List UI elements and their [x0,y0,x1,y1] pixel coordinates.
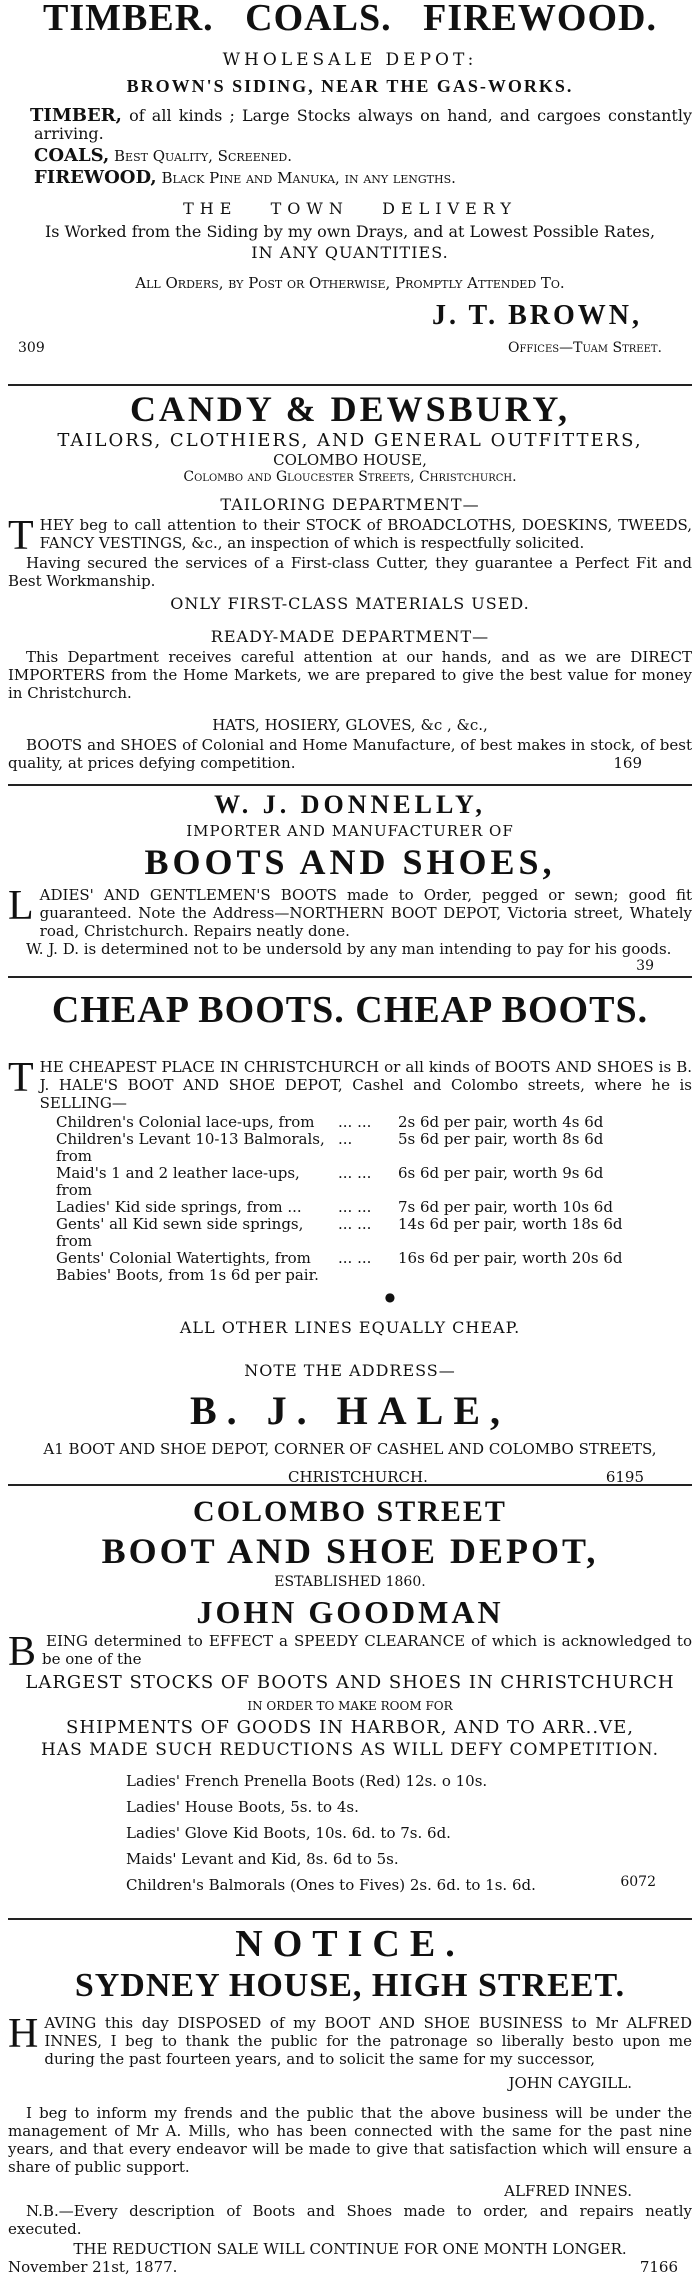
notice-nb: N.B.—Every description of Boots and Shoes made to order, and repairs neatly executed. [8,2202,692,2238]
hale-name: B. J. HALE, [189,1388,511,1433]
goodman-street: COLOMBO STREET [193,1495,507,1528]
hale-item-name: Ladies' Kid side springs, from ... [56,1198,302,1216]
brown-timber-text: of all kinds ; Large Stocks always on hand, and cargoes constantly arriving. [34,106,692,143]
hale-item-price [398,1267,692,1284]
notice-text: AVING this day DISPOSED of my BOOT AND SHOE BUSINESS to Mr ALFRED INNES, I beg to thank the public for the patronage so liberally besto upon me during the past fourteen years, and to solicit the same for my successor, [44,2014,692,2068]
hale-item-price: 2s 6d per pair, worth 4s 6d [398,1113,604,1131]
hale-item-dots: ... ... [338,1113,372,1131]
hale-item-price: 14s 6d per pair, worth 18s 6d [398,1215,623,1233]
brown-name: J. T. BROWN, [432,300,642,331]
candy-hats: HATS, HOSIERY, GLOVES, &c , &c., [212,716,488,734]
brown-coals-label: COALS, [34,145,110,166]
hale-item-dots: ... [338,1130,353,1148]
candy-ready-head: READY-MADE DEPARTMENT— [210,627,490,646]
candy-tailoring-head: TAILORING DEPARTMENT— [220,495,480,514]
brown-timber [8,107,692,143]
hale-item-price: 7s 6d per pair, worth 10s 6d [398,1198,613,1216]
hale-price-row [8,1216,692,1250]
brown-firewood-label: FIREWOOD, [34,167,157,188]
hale-price-row [8,1250,692,1267]
hale-item-name: Maid's 1 and 2 leather lace-ups, from [56,1164,300,1199]
goodman-advert [0,1490,700,1916]
goodman-price-row: Ladies' Glove Kid Boots, 10s. 6d. to 7s. 6d. [126,1824,451,1842]
donnelly-body [8,883,692,940]
hale-item-dots: ... ... [338,1164,372,1182]
hale-advert [0,982,700,1486]
brown-siding: BROWN'S SIDING, NEAR THE GAS-WORKS. [126,76,574,96]
candy-only: ONLY FIRST-CLASS MATERIALS USED. [170,594,530,613]
donnelly-body2: W. J. D. is determined not to be undersold by any man intending to pay for his goods. [26,940,672,958]
divider [8,784,692,786]
candy-address: Colombo and Gloucester Streets, Christchurch. [183,469,517,485]
goodman-dropcap: B [8,1629,37,1675]
goodman-title: BOOT AND SHOE DEPOT, [101,1531,599,1571]
brown-advert [0,0,700,380]
candy-dropcap: T [8,513,34,559]
notice-number: 7166 [639,2258,678,2276]
candy-house: COLOMBO HOUSE, [273,451,427,469]
notice-house: SYDNEY HOUSE, HIGH STREET. [74,1967,626,2004]
brown-drays: Is Worked from the Siding by my own Drays, and at Lowest Possible Rates, [44,222,656,241]
notice-advert [0,1922,700,2276]
hale-price-list [8,1114,692,1284]
hale-item-name: Gents' Colonial Watertights, from [56,1249,311,1267]
hale-item-dots: ... ... [338,1249,372,1267]
brown-coals-text: Best Quality, Screened. [109,147,292,165]
brown-orders: All Orders, by Post or Otherwise, Promptly Attended To. [135,274,565,292]
hale-item-name: Children's Colonial lace-ups, from [56,1113,315,1131]
hale-item-dots: ... ... [338,1215,372,1233]
hale-intro [8,1055,692,1112]
candy-tailoring [8,513,692,559]
hale-price-row [8,1267,692,1284]
hale-item-price: 16s 6d per pair, worth 20s 6d [398,1249,623,1267]
notice-inform: I beg to inform my frends and the public that the above business will be under the management of Mr A. Mills, who has been connected with the same for the past nine years, and that every endeavor will be made to give that satisfaction which will ensure a share of public support. [8,2104,692,2176]
divider [8,1484,692,1486]
hale-note: NOTE THE ADDRESS— [244,1361,456,1380]
hale-price-row [8,1114,692,1131]
brown-timber-label: TIMBER, [30,105,122,126]
candy-advert [0,390,700,782]
brown-delivery: THE TOWN DELIVERY [183,199,517,218]
candy-cutter: Having secured the services of a First-class Cutter, they guarantee a Perfect Fit and Best Workmanship. [8,554,692,590]
notice-date: November 21st, 1877. [8,2258,178,2276]
hale-price-row [8,1199,692,1216]
brown-number: 309 [18,340,45,356]
hale-item-dots: ... ... [338,1198,372,1216]
notice-title: NOTICE. [235,1923,465,1965]
candy-boots [8,736,692,772]
notice-sale: THE REDUCTION SALE WILL CONTINUE FOR ONE MONTH LONGER. [73,2240,627,2258]
hale-item-price: 5s 6d per pair, worth 8s 6d [398,1130,604,1148]
goodman-established: ESTABLISHED 1860. [274,1574,426,1590]
donnelly-title: BOOTS AND SHOES, [144,842,556,882]
donnelly-advert [0,790,700,974]
brown-firewood [8,169,692,187]
hale-headline: CHEAP BOOTS. CHEAP BOOTS. [51,989,649,1031]
donnelly-importer: IMPORTER AND MANUFACTURER OF [186,822,514,840]
goodman-shipments: SHIPMENTS OF GOODS IN HARBOR, AND TO ARR..VE, [66,1717,634,1738]
goodman-largest: LARGEST STOCKS OF BOOTS AND SHOES IN CHRISTCHURCH [25,1672,675,1693]
goodman-price-row: Children's Balmorals (Ones to Fives) 2s. 6d. to 1s. 6d. [126,1876,536,1894]
goodman-name: JOHN GOODMAN [196,1594,504,1630]
goodman-reductions: HAS MADE SUCH REDUCTIONS AS WILL DEFY COMPETITION. [41,1740,659,1760]
hale-intro-text: HE CHEAPEST PLACE IN CHRISTCHURCH or all kinds of BOOTS AND SHOES is B. J. HALE'S BOOT AND SHOE DEPOT, Cashel and Colombo streets, where he is SELLING— [39,1058,692,1112]
notice-footer [8,2258,692,2276]
candy-subtitle: TAILORS, CLOTHIERS, AND GENERAL OUTFITTERS, [57,430,643,451]
notice-innes: ALFRED INNES. [504,2182,632,2200]
donnelly-text: ADIES' AND GENTLEMEN'S BOOTS made to Order, pegged or sewn; good fit guaranteed. Note the Address—NORTHERN BOOT DEPOT, Victoria street, Whately road, Christchurch. Repairs neatly done. [39,886,692,940]
hale-item-name: Children's Levant 10-13 Balmorals, from [56,1130,325,1165]
brown-coals [8,147,692,165]
notice-caygill: JOHN CAYGILL. [508,2074,632,2092]
goodman-order: IN ORDER TO MAKE ROOM FOR [247,1699,453,1713]
hale-number: 6195 [605,1468,644,1486]
candy-boots-text: BOOTS and SHOES of Colonial and Home Manufacture, of best makes in stock, of best quality, at prices defying competition. [8,736,692,772]
hale-city: CHRISTCHURCH. [288,1468,428,1486]
goodman-price-row: Ladies' French Prenella Boots (Red) 12s. o 10s. [126,1772,488,1790]
brown-footer [8,340,692,356]
notice-body [8,2011,692,2068]
donnelly-name: W. J. DONNELLY, [214,790,486,819]
hale-item-name: Babies' Boots, from 1s 6d per pair. [56,1266,319,1284]
brown-headline: TIMBER. COALS. FIREWOOD. [43,0,657,39]
goodman-intro [8,1629,692,1675]
divider [8,976,692,978]
brown-depot: WHOLESALE DEPOT: [222,50,478,70]
notice-dropcap: H [8,2011,39,2057]
hale-item-dots [338,1267,398,1284]
goodman-intro-text: EING determined to EFFECT a SPEEDY CLEARANCE of which is acknowledged to be one of the [42,1632,692,1668]
candy-number: 169 [613,754,642,772]
brown-quantities: IN ANY QUANTITIES. [251,243,449,262]
goodman-number: 6072 [620,1874,656,1890]
divider [8,1918,692,1920]
goodman-price-row: Maids' Levant and Kid, 8s. 6d to 5s. [126,1850,399,1868]
candy-title: CANDY & DEWSBURY, [129,389,571,429]
hale-price-row [8,1165,692,1199]
divider [8,384,692,386]
donnelly-number: 39 [636,958,654,974]
hale-item-name: Gents' all Kid sewn side springs, from [56,1215,304,1250]
hale-item-price: 6s 6d per pair, worth 9s 6d [398,1164,604,1182]
candy-ready: This Department receives careful attention at our hands, and as we are DIRECT IMPORTERS from the Home Markets, we are prepared to give the best value for money in Christchurch. [8,648,692,702]
hale-address: A1 BOOT AND SHOE DEPOT, CORNER OF CASHEL AND COLOMBO STREETS, [43,1440,657,1458]
hale-other: ALL OTHER LINES EQUALLY CHEAP. [179,1318,521,1337]
hale-price-row [8,1131,692,1165]
brown-offices: Offices—Tuam Street. [508,340,662,356]
goodman-price-row: Ladies' House Boots, 5s. to 4s. [126,1798,359,1816]
brown-firewood-text: Black Pine and Manuka, in any lengths. [156,169,456,187]
hale-dropcap: T [8,1055,34,1101]
hale-star: ● [384,1290,396,1304]
donnelly-dropcap: L [8,883,34,929]
candy-tailoring-text: HEY beg to call attention to their STOCK of BROADCLOTHS, DOESKINS, TWEEDS, FANCY VESTINGS, &c., an inspection of which is respectfully solicited. [39,516,692,552]
